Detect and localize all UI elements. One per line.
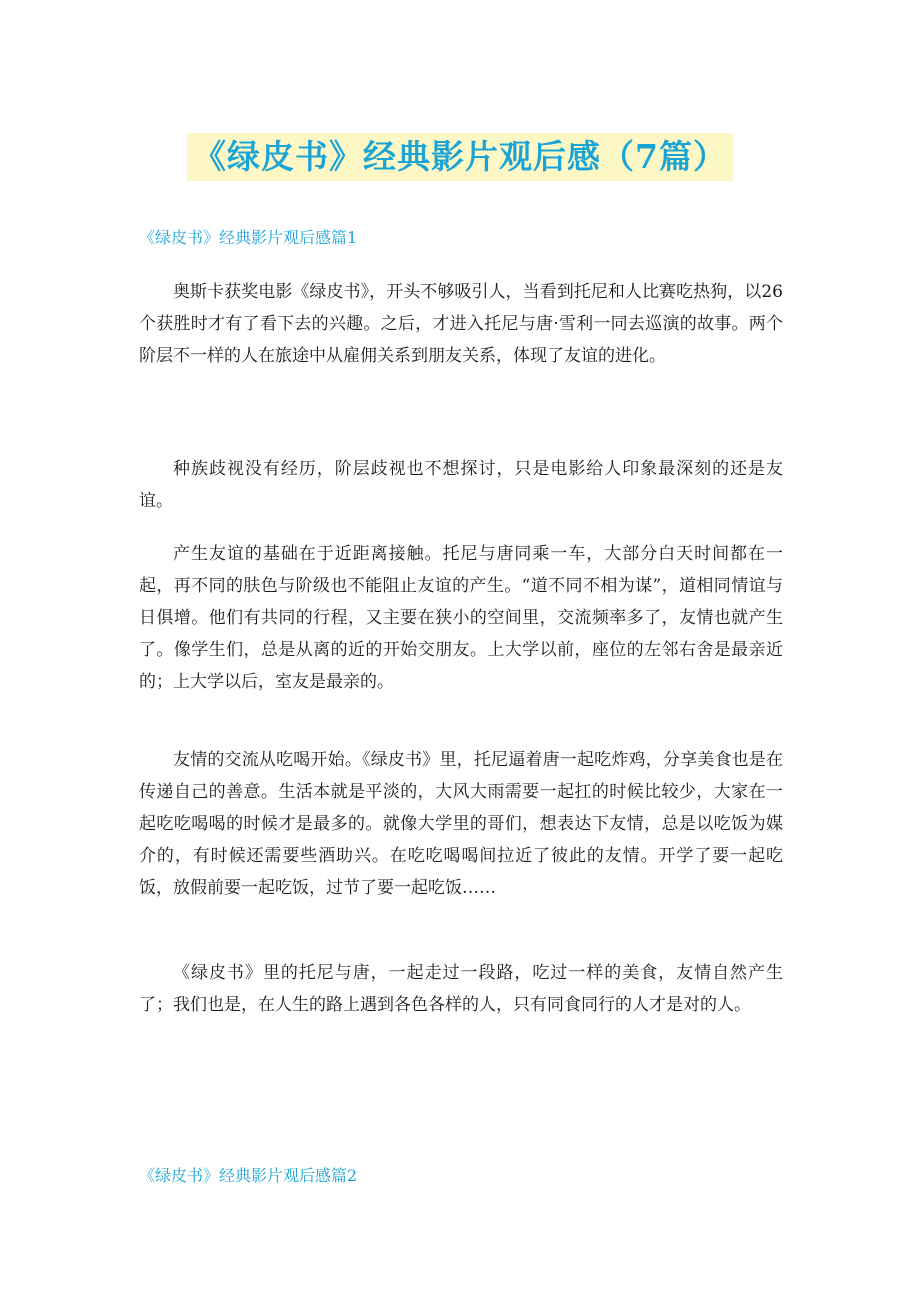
title-container xyxy=(0,133,920,181)
section-1-paragraph-2: 种族歧视没有经历，阶层歧视也不想探讨，只是电影给人印象最深刻的还是友谊。 xyxy=(139,459,783,511)
section-1-paragraph-3: 产生友谊的基础在于近距离接触。托尼与唐同乘一车，大部分白天时间都在一起，再不同的肤色与阶级也不能阻止友谊的产生。“道不同不相为谋”，道相同情谊与日俱增。他们有共同的行程，又主要在狭小的空间里，交流频率多了，友情也就产生了。像学生们，总是从离的近的开始交朋友。上大学以前，座位的左邻右舍是最亲近的；上大学以后，室友是最亲的。 xyxy=(139,544,783,692)
section-1-paragraph-5: 《绿皮书》里的托尼与唐，一起走过一段路，吃过一样的美食，友情自然产生了；我们也是，在人生的路上遇到各色各样的人，只有同食同行的人才是对的人。 xyxy=(139,963,783,1015)
section-heading-2: 《绿皮书》经典影片观后感篇2 xyxy=(139,1166,358,1185)
document-title: 《绿皮书》经典影片观后感（7篇） xyxy=(187,133,733,181)
section-1-paragraph-1: 奥斯卡获奖电影《绿皮书》，开头不够吸引人，当看到托尼和人比赛吃热狗，以26个获胜时才有了看下去的兴趣。之后，才进入托尼与唐·雪利一同去巡演的故事。两个阶层不一样的人在旅途中从雇佣关系到朋友关系，体现了友谊的进化。 xyxy=(139,282,783,366)
section-1-paragraph-4: 友情的交流从吃喝开始。《绿皮书》里，托尼逼着唐一起吃炸鸡，分享美食也是在传递自己的善意。生活本就是平淡的，大风大雨需要一起扛的时候比较少，大家在一起吃吃喝喝的时候才是最多的。就像大学里的哥们，想表达下友情，总是以吃饭为媒介的，有时候还需要些酒助兴。在吃吃喝喝间拉近了彼此的友情。开学了要一起吃饭，放假前要一起吃饭，过节了要一起吃饭…… xyxy=(139,750,783,898)
section-heading-1: 《绿皮书》经典影片观后感篇1 xyxy=(139,228,358,247)
